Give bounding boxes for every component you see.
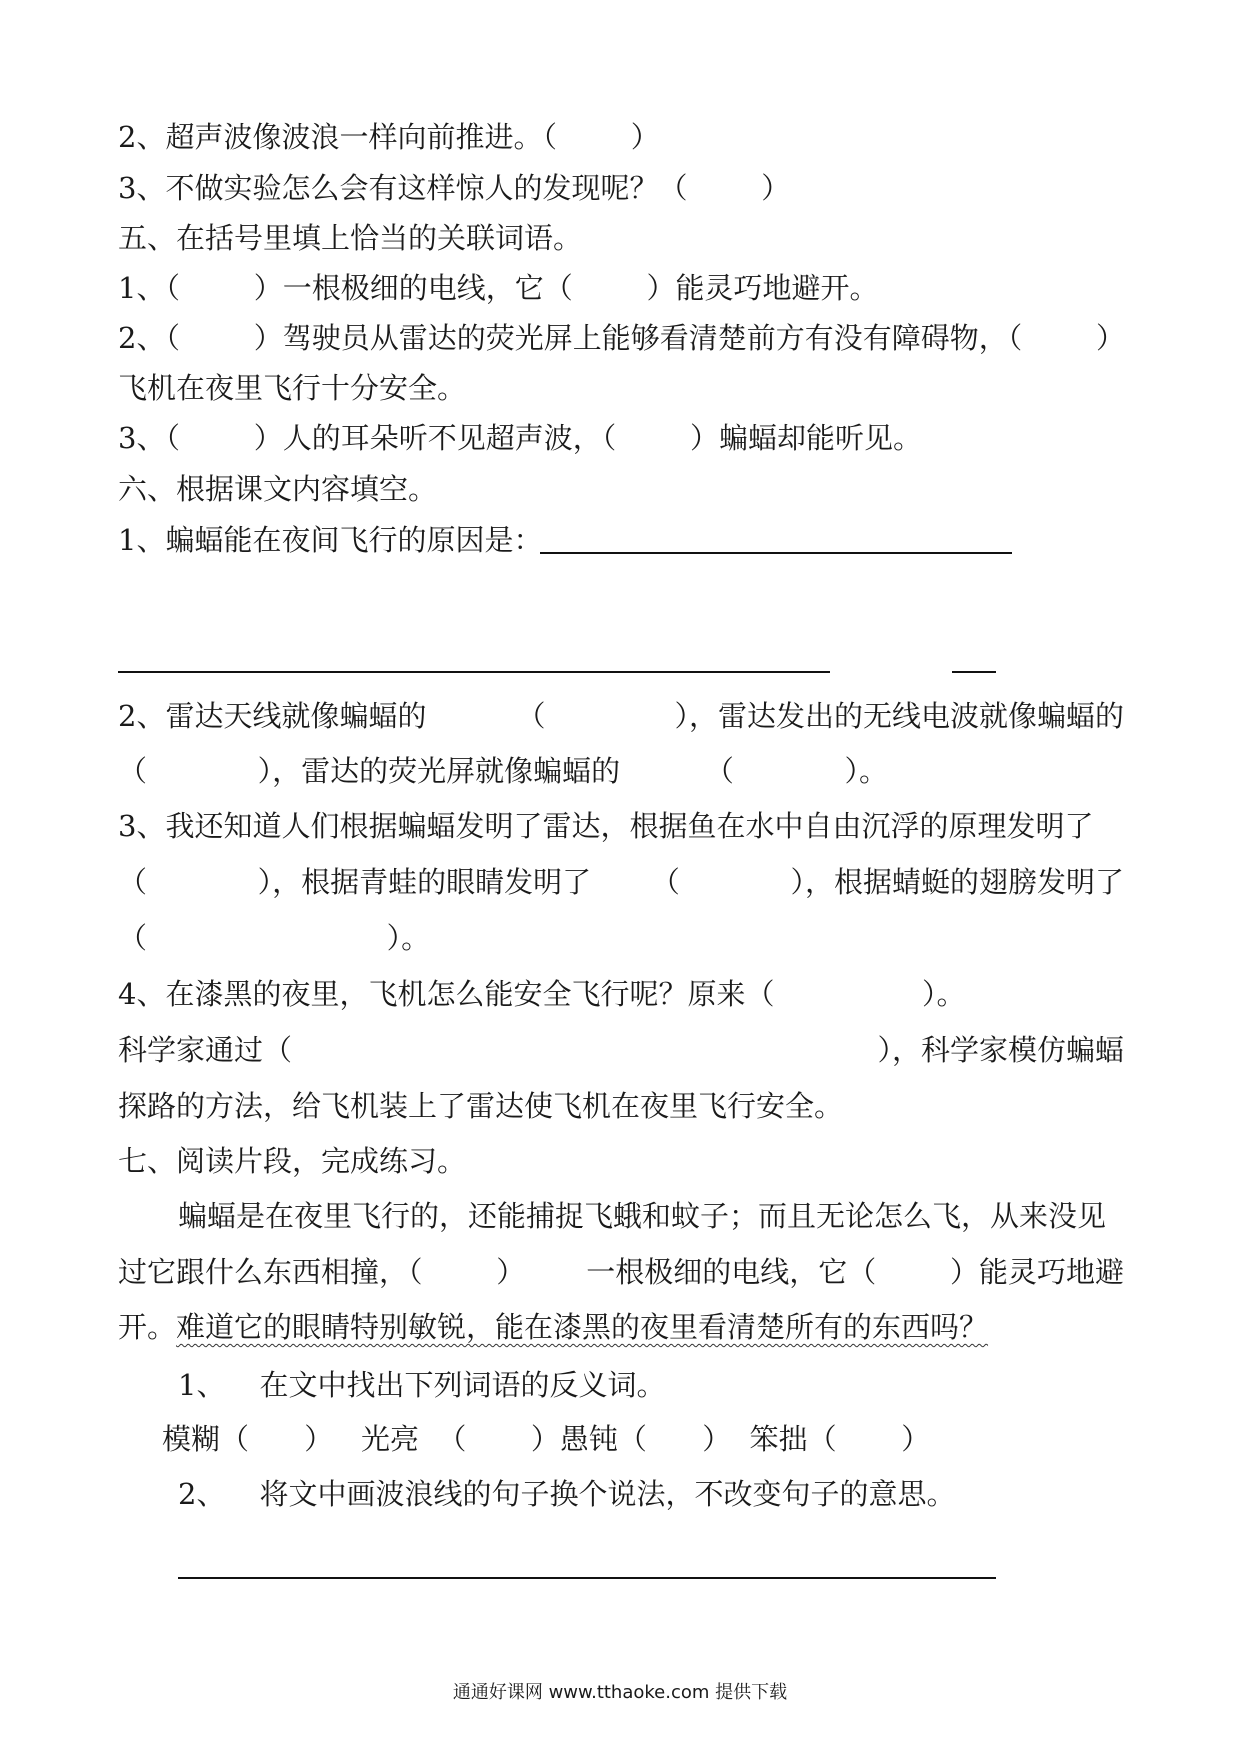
s6-question-3-line-1: [118, 806, 1124, 846]
s7-passage-part: 过它跟什么东西相撞，（ ）: [118, 1255, 526, 1289]
s7-passage-line-1: [178, 1196, 1124, 1236]
s6-title: 六、根据课文内容填空。: [118, 472, 438, 506]
s6-q2-part: （ ），雷达发出的无线电波就像蝙蝠的: [516, 699, 1124, 733]
s6-q3-text: 3、我还知道人们根据蝙蝠发明了雷达，根据鱼在水中自由沉浮的原理发明了: [118, 809, 1094, 843]
s4-question-2: 2、超声波像波浪一样向前推进。（ ）: [118, 120, 660, 154]
s6-q3-part: （ ），根据青蛙的眼睛发明了: [118, 865, 592, 899]
s5-title: 五、在括号里填上恰当的关联词语。: [118, 221, 583, 255]
wavy-underlined-sentence: 难道它的眼睛特别敏锐，能在漆黑的夜里看清楚所有的东西吗？: [176, 1310, 989, 1344]
s7-passage-line-3: [118, 1307, 988, 1347]
s6-question-4-line-2: [118, 1030, 1124, 1070]
s4-question-3: 3、不做实验怎么会有这样惊人的发现呢？（ ）: [118, 171, 791, 205]
s6-question-2-line-1: [118, 696, 1124, 736]
s5-question-2-line-2: 飞机在夜里飞行十分安全。: [118, 371, 467, 405]
s7-passage-line-2: [118, 1252, 1124, 1292]
s5-question-1: 1、（ ）一根极细的电线，它（ ）能灵巧地避开。: [118, 271, 879, 305]
answer-line: [540, 552, 1012, 554]
s6-question-3-line-3: （ ）。: [118, 921, 431, 955]
s6-question-1: 1、蝙蝠能在夜间飞行的原因是：: [118, 523, 543, 557]
s7-sub1-number: 1、: [178, 1368, 226, 1402]
s6-question-4-line-1: 4、在漆黑的夜里，飞机怎么能安全飞行呢？原来（ ）。: [118, 977, 966, 1011]
s6-q2-part: （ ），雷达的荧光屏就像蝙蝠的: [118, 754, 621, 788]
answer-line: [118, 671, 830, 673]
s6-q4-part: 科学家通过（: [118, 1033, 293, 1067]
s7-passage-text: 开。: [118, 1310, 177, 1344]
s7-sub2-text: 将文中画波浪线的句子换个说法，不改变句子的意思。: [259, 1477, 956, 1511]
page-footer: 通通好课网 www.tthaoke.com 提供下载: [452, 1682, 788, 1703]
s7-sub2-number: 2、: [178, 1477, 226, 1511]
s6-q4-part: ），科学家模仿蝙蝠: [877, 1033, 1124, 1067]
s6-q2-part: 2、雷达天线就像蝙蝠的: [118, 699, 427, 733]
s6-question-4-line-3: 探路的方法，给飞机装上了雷达使飞机在夜里飞行安全。: [118, 1089, 844, 1123]
s6-q3-part: （ ），根据蜻蜓的翅膀发明了: [650, 865, 1124, 899]
answer-line: [952, 671, 996, 673]
s7-title: 七、阅读片段，完成练习。: [118, 1144, 467, 1178]
s7-subquestion-2: [178, 1474, 955, 1514]
s6-question-3-line-2: [118, 862, 1124, 902]
s5-question-2-text: 2、（ ）驾驶员从雷达的荧光屏上能够看清楚前方有没有障碍物，（ ）: [118, 321, 1125, 355]
s6-question-2-line-2: [118, 751, 888, 791]
s7-subquestion-1: [178, 1365, 665, 1405]
s7-antonym-row: 模糊（ ） 光亮 （ ）愚钝（ ） 笨拙（ ）: [162, 1422, 931, 1456]
s6-q2-part: （ ）。: [704, 754, 888, 788]
s7-sub1-text: 在文中找出下列词语的反义词。: [259, 1368, 666, 1402]
s5-question-3: 3、（ ）人的耳朵听不见超声波，（ ）蝙蝠却能听见。: [118, 421, 922, 455]
s7-passage-text: 蝙蝠是在夜里飞行的，还能捕捉飞蛾和蚊子；而且无论怎么飞，从来没见: [178, 1199, 1107, 1233]
s7-passage-part: 一根极细的电线，它（ ）能灵巧地避: [586, 1255, 1124, 1289]
s5-question-2-line-1: [118, 318, 1124, 358]
answer-line: [178, 1577, 996, 1579]
